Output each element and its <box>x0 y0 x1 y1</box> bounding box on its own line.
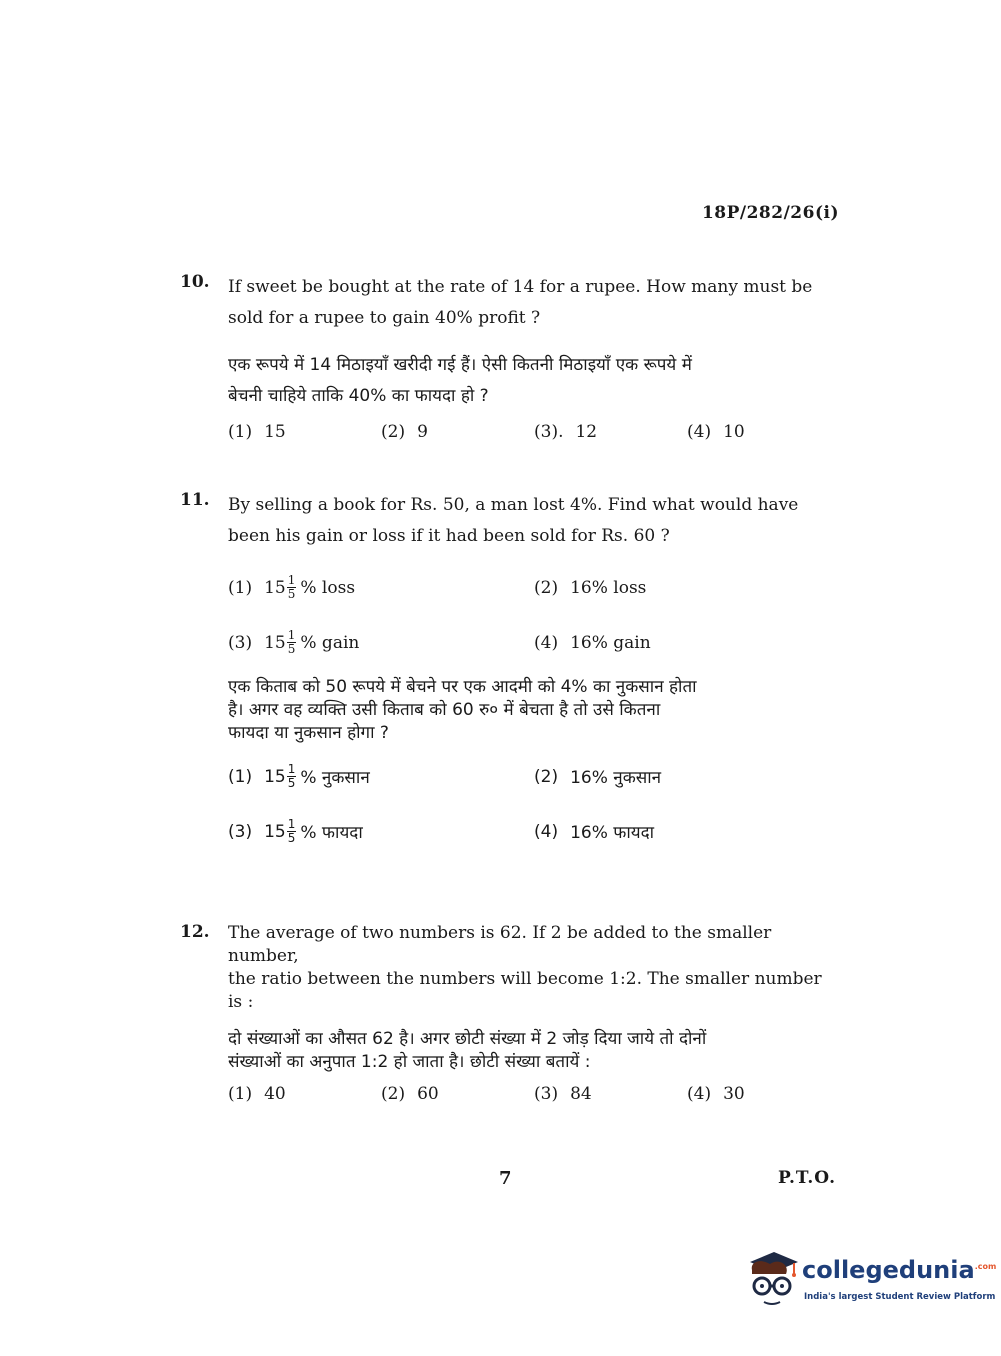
question-text-en-line: sold for a rupee to gain 40% profit ? <box>228 308 541 328</box>
option-3[interactable]: (3) 84 <box>534 1084 592 1104</box>
question-text-hi-line: बेचनी चाहिये ताकि 40% का फायदा हो ? <box>228 386 489 406</box>
options-row <box>228 574 840 601</box>
mascot-icon <box>744 1248 800 1312</box>
option-1[interactable]: (1) 40 <box>228 1084 286 1104</box>
logo-tagline: India's largest Student Review Platform <box>804 1292 996 1302</box>
paper-code: 18P/282/26(i) <box>701 203 839 223</box>
question-text-hi-line: संख्याओं का अनुपात 1:2 हो जाता है। छोटी संख्या बतायें : <box>228 1052 591 1072</box>
question-number: 10. <box>180 272 210 292</box>
question-text-hi-line: दो संख्याओं का औसत 62 है। अगर छोटी संख्या में 2 जोड़ दिया जाये तो दोनों <box>228 1029 707 1049</box>
mixed-fraction: 15 $\frac{1}{5}$ <box>264 573 296 601</box>
question-text-en-line: By selling a book for Rs. 50, a man lost 4%. Find what would have <box>228 495 799 515</box>
mixed-fraction: 15 $\frac{1}{5}$ <box>264 817 296 845</box>
option-1[interactable]: (1) 15 <box>228 422 286 442</box>
question-text-en-line: been his gain or loss if it had been sold for Rs. 60 ? <box>228 526 670 546</box>
mixed-fraction: 15 $\frac{1}{5}$ <box>264 628 296 656</box>
option-3[interactable]: (3) 15 $\frac{1}{5}$ % फायदा <box>228 817 363 845</box>
options-row <box>228 422 840 442</box>
question-text-hi-line: है। अगर वह व्यक्ति उसी किताब को 60 रु० में बेचता है तो उसे कितना <box>228 700 661 720</box>
question-10 <box>180 272 840 442</box>
question-text-en-line: The average of two numbers is 62. If 2 be added to the smaller number, <box>228 923 772 966</box>
options-row <box>228 629 840 656</box>
option-2[interactable]: (2) 16% नुकसान <box>534 766 662 788</box>
question-text-en-line: the ratio between the numbers will become 1:2. The smaller number <box>228 969 822 989</box>
options-row <box>228 1084 840 1104</box>
option-2[interactable]: (2) 16% loss <box>534 577 647 598</box>
option-1[interactable]: (1) 15 $\frac{1}{5}$ % loss <box>228 573 356 601</box>
pto-label: P.T.O. <box>778 1168 836 1188</box>
collegedunia-logo[interactable] <box>744 1248 997 1312</box>
question-text-hi-line: फायदा या नुकसान होगा ? <box>228 723 389 743</box>
option-3[interactable]: (3). 12 <box>534 422 598 442</box>
options-row <box>228 763 840 790</box>
option-4[interactable]: (4) 10 <box>687 422 745 442</box>
question-text-hi-line: एक रूपये में 14 मिठाइयाँ खरीदी गई हैं। ऐसी कितनी मिठाइयाँ एक रूपये में <box>228 355 692 375</box>
option-2[interactable]: (2) 9 <box>381 422 428 442</box>
option-1[interactable]: (1) 15 $\frac{1}{5}$ % नुकसान <box>228 762 370 790</box>
question-number: 11. <box>180 490 210 510</box>
option-4[interactable]: (4) 16% gain <box>534 632 651 653</box>
option-2[interactable]: (2) 60 <box>381 1084 439 1104</box>
mixed-fraction: 15 $\frac{1}{5}$ <box>264 762 296 790</box>
question-text-en-line: If sweet be bought at the rate of 14 for a rupee. How many must be <box>228 277 813 297</box>
question-number: 12. <box>180 922 210 942</box>
question-text-en-line: is : <box>228 992 254 1012</box>
option-4[interactable]: (4) 30 <box>687 1084 745 1104</box>
options-row <box>228 818 840 845</box>
question-11 <box>180 490 840 845</box>
option-3[interactable]: (3) 15 $\frac{1}{5}$ % gain <box>228 628 360 656</box>
logo-wordmark: collegedunia$^{.com}$ <box>802 1256 997 1284</box>
option-4[interactable]: (4) 16% फायदा <box>534 821 655 843</box>
question-12 <box>180 922 840 1104</box>
question-text-hi-line: एक किताब को 50 रूपये में बेचने पर एक आदमी को 4% का नुकसान होता <box>228 677 697 697</box>
page-number: 7 <box>499 1168 512 1189</box>
